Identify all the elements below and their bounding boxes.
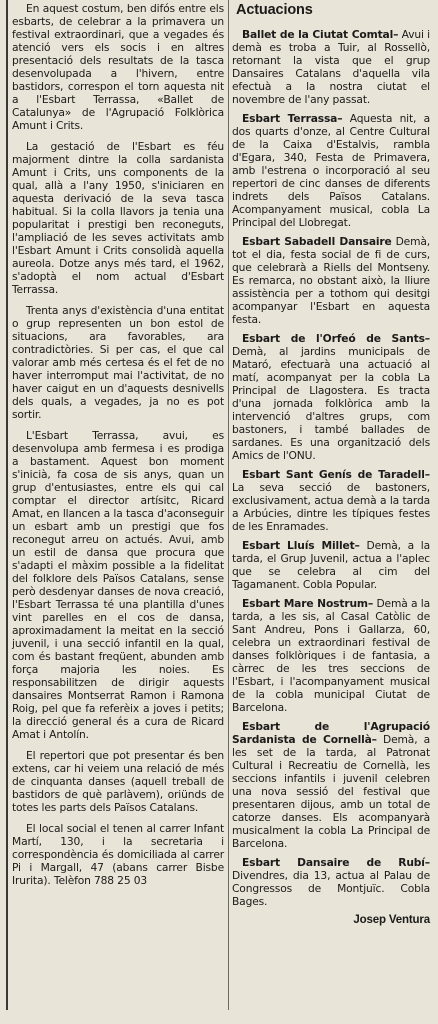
column-divider — [228, 0, 229, 1010]
entry-body: Divendres, dia 13, actua al Palau de Congressos de Montjuïc. Cobla Bages. — [232, 869, 430, 908]
entry-body: Demà a la tarda, a les sis, al Casal Catòlic de Sant Andreu, Pons i Gallarza, 60, celebra un extraordinari festival de danses folklòriques i de fantasia, a càrrec de les tres seccions de l'Esbart, i l'acompanyament musical de la cobla municipal Ciutat de Barcelona. — [232, 597, 430, 714]
entry-title: Esbart de l'Orfeó de Sants– — [242, 332, 430, 345]
entry-title: Esbart de l'Agrupació Sardanista de Cornellà– — [232, 720, 430, 746]
article-paragraph: En aquest costum, ben difós entre els esbarts, de celebrar a la primavera un festival extraordinari, que a vegades és atenció vers els socis i en altres presentació dels resultats de la tasca desenvolupada a l'hivern, entre bastidors, correspon el torn aquesta nit a l'Esbart Terrassa, «Ballet de Catalunya» de l'Agrupació Folklòrica Amunt i Crits. — [12, 2, 224, 132]
article-paragraph: La gestació de l'Esbart es féu majorment dintre la colla sardanista Amunt i Crits, uns components de la qual, allà a l'any 1950, s'iniciaren en aquesta derivació de la seva tasca habitual. Si la colla llavors ja tenia una popularitat i prestigi ben reconeguts, l'ampliació de les seves activitats amb l'Esbart Amunt i Crits consolidà aquella aureola. Dotze anys més tard, el 1962, s'adoptà el nom actual d'Esbart Terrassa. — [12, 140, 224, 296]
article-paragraph: Trenta anys d'existència d'una entitat o grup representen un bon estol de situacions, ara favorables, ara contradictòries. Si per cas, el que cal valorar amb més certesa és el fet de no haver interromput mai l'activitat, de no haver caigut en un d'aquests desnivells dels quals, a vegades, ja no es pot sortir. — [12, 304, 224, 421]
left-margin-rule — [6, 0, 8, 1010]
entry-title: Esbart Sant Genís de Taradell– — [242, 468, 430, 481]
actuacions-column — [232, 2, 430, 927]
actuacio-entry — [232, 235, 430, 326]
actuacio-entry — [232, 720, 430, 850]
actuacio-entry — [232, 856, 430, 908]
entry-body: Avui i demà es troba a Tuir, al Rossellò, retornant la vista que el grup Dansaires Catalans d'aquella vila efectuà a la nostra ciutat el novembre de l'any passat. — [232, 28, 430, 106]
entry-body: Demà, tot el dia, festa social de fi de curs, que celebrarà a Riells del Montseny. Es remarca, no obstant això, la lliure assistència per a tothom qui desitgi acompanyar l'Esbart en aquesta festa. — [232, 235, 430, 326]
entry-body: Aquesta nit, a dos quarts d'onze, al Centre Cultural de la Caixa d'Estalvis, rambla d'Egara, 340, Festa de Primavera, amb l'estrena o incorporació al seu repertori de cinc danses de diferents indrets dels Països Catalans. Acompanyament musical, cobla La Principal del Llobregat. — [232, 112, 430, 229]
actuacio-entry — [232, 539, 430, 591]
entry-body: La seva secció de bastoners, exclusivament, actua demà a la tarda a Arbúcies, dintre les típiques festes de les Enramades. — [232, 481, 430, 533]
actuacio-entry — [232, 112, 430, 229]
entry-body: Demà, a les set de la tarda, al Patronat Cultural i Recreatiu de Cornellà, les seccions infantils i juvenil celebren una nova sessió del festival que presentaren dijous, amb un total de catorze danses. Els acompanyarà musicalment la cobla La Principal de Barcelona. — [232, 733, 430, 850]
article-paragraph: El local social el tenen al carrer Infant Martí, 130, i la secretaria i correspondència és domiciliada al carrer Pi i Margall, 47 (abans carrer Bisbe Irurita). Telèfon 788 25 03 — [12, 822, 224, 887]
entry-body: Demà, al jardins municipals de Mataró, efectuarà una actuació al matí, acompanyat per la cobla La Principal de Llagostera. Es tracta d'una jornada folklòrica amb la intervenció d'altres grups, com bastoners, i també ballades de sardanes. Es una organització dels Amics de l'ONU. — [232, 345, 430, 462]
entry-title: Ballet de la Ciutat Comtal– — [242, 28, 399, 41]
entry-title: Esbart Sabadell Dansaire — [242, 235, 392, 248]
entry-title: Esbart Terrassa– — [242, 112, 343, 125]
article-paragraph: L'Esbart Terrassa, avui, es desenvolupa amb fermesa i es prodiga a bastament. Aquest bon moment s'inicià, fa cosa de sis anys, quan un grup d'entusiastes, entre els qui cal comptar el director artísitc, Ricard Amat, en llancen a la tasca d'aconseguir un esbart amb un prestigi que fos reconegut arreu on actués. Avui, amb un estil de dansa que procura que s'adapti el màxim possible a la fidelitat del folklore dels Països Catalans, sense però desdenyar danses de nova creació, l'Esbart Terrassa té una plantilla d'unes vint parelles en el cos de dansa, aproximadament la meitat en la secció juvenil, i una secció infantil en la qual, com és bastant freqüent, abunden amb força majoria les noies. Es responsabilitzen de dirigir aquests dansaires Montserrat Ramon i Ramona Roig, pel que fa referèix a joves i petits; la direcció general és a cura de Ricard Amat i Antolín. — [12, 429, 224, 741]
entry-title: Esbart Mare Nostrum– — [242, 597, 374, 610]
actuacio-entry — [232, 597, 430, 714]
article-column — [12, 2, 224, 895]
author-signature: Josep Ventura — [353, 914, 430, 926]
entry-title: Esbart Dansaire de Rubí– — [242, 856, 430, 869]
actuacio-entry — [232, 468, 430, 533]
actuacio-entry — [232, 28, 430, 106]
entry-title: Esbart Lluís Millet– — [242, 539, 360, 552]
section-heading: Actuacions — [236, 2, 313, 18]
entry-body: Demà, a la tarda, el Grup Juvenil, actua a l'aplec que se celebra al cim del Tagamanent. Cobla Popular. — [232, 539, 431, 591]
actuacio-entry — [232, 332, 430, 462]
article-paragraph: El repertori que pot presentar és ben extens, car hi veiem una relació de més de cinquanta danses (aquell treball de bastidors de què parlàvem), oriünds de totes les parts dels Països Catalans. — [12, 749, 224, 814]
